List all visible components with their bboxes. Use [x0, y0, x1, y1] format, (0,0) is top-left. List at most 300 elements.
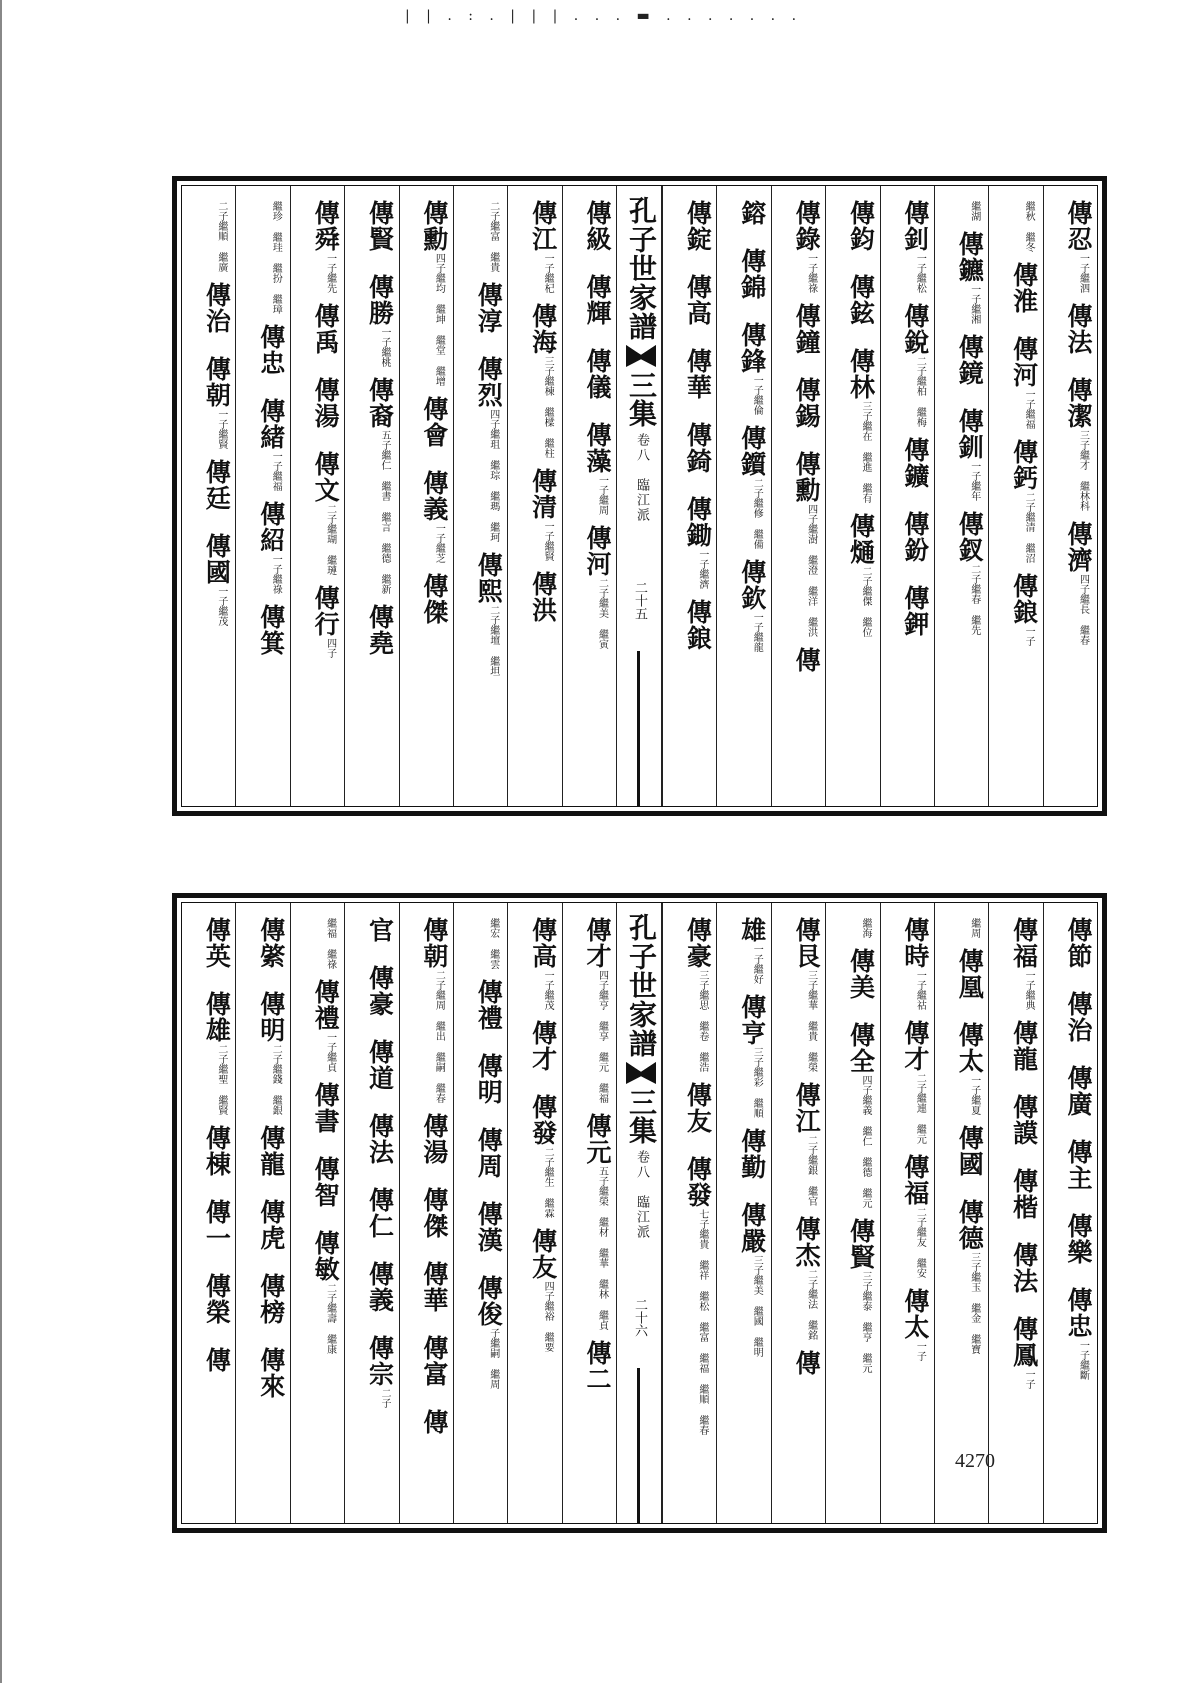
genealogy-entry: [528, 917, 558, 1020]
person-name: 傳美: [846, 948, 876, 1000]
genealogy-entry: [792, 303, 822, 377]
descendant-note: 二子繼連 繼元: [914, 1073, 926, 1144]
person-name: 傳淳: [474, 282, 504, 334]
person-name: 傳國: [202, 533, 232, 585]
genealogy-entry: [583, 525, 612, 659]
person-name: 傳鉀: [900, 585, 930, 637]
genealogy-entry: [365, 1335, 395, 1418]
series-label: 三集: [625, 1088, 658, 1144]
descendant-note: 二子繼清 繼沼: [1023, 492, 1035, 563]
genealogy-entry: [737, 322, 767, 425]
descendant-note: 一子繼夏: [968, 1075, 980, 1115]
genealogy-entry: [683, 200, 713, 274]
text-column: [344, 903, 398, 1523]
descendant-note: 二子繼生 繼霖: [542, 1147, 554, 1218]
descendant-note: 一子繼賢: [215, 409, 227, 449]
person-name: 傳義: [419, 470, 449, 522]
genealogy-entry: [1009, 1316, 1039, 1399]
person-name: 傳發: [683, 1156, 713, 1208]
descendant-note: 一子繼福: [1023, 389, 1035, 429]
person-name: 傳鳳: [1009, 1316, 1039, 1368]
person-name: 傳雄: [202, 991, 232, 1043]
person-name: 傳忍: [1064, 200, 1093, 252]
genealogy-entry: [683, 917, 713, 1082]
genealogy-entry: [683, 274, 713, 348]
person-name: 傳箕: [256, 604, 286, 656]
descendant-note: 一子繼賢: [542, 521, 554, 561]
genealogy-entry: [311, 1230, 341, 1364]
person-name: 傳二: [583, 1340, 612, 1392]
person-name: 傳明: [474, 1053, 504, 1105]
genealogy-entry: [1064, 1213, 1093, 1287]
descendant-note: 一子繼茂: [542, 970, 554, 1010]
genealogy-entry: [419, 396, 449, 470]
genealogy-entry: [419, 1113, 449, 1187]
descendant-note: 一子繼泗: [1077, 253, 1089, 293]
descendant-note: 一子繼桃: [379, 327, 390, 367]
genealogy-entry: [737, 200, 767, 248]
scan-edge-line: [0, 0, 2, 1683]
genealogy-entry: [365, 274, 395, 377]
genealogy-entry: [202, 1199, 232, 1273]
person-name: 傳: [792, 1350, 822, 1376]
genealogy-entry: [1009, 1094, 1039, 1168]
person-name: 傳清: [528, 468, 558, 520]
descendant-note: 四子繼亨 繼享 繼元 繼福: [596, 970, 608, 1103]
person-name: 傳湯: [311, 377, 341, 429]
genealogy-entry: [262, 200, 281, 324]
text-column: [934, 186, 988, 806]
genealogy-entry: [846, 948, 876, 1022]
genealogy-entry: [311, 377, 341, 451]
person-name: 傳湯: [419, 1113, 449, 1165]
series-label: 三集: [625, 371, 658, 427]
margin-rule: [637, 651, 640, 806]
descendant-note: 一子繼龍: [751, 612, 763, 652]
genealogy-entry: [202, 991, 232, 1125]
genealogy-entry: [955, 511, 985, 645]
genealogy-entry: [792, 1350, 822, 1398]
descendant-note: 二子繼壇 繼坦: [487, 605, 499, 676]
person-name: 傳華: [683, 348, 713, 400]
descendant-note: 三子繼才 繼林科: [1077, 430, 1089, 511]
person-name: 傳英: [202, 917, 232, 969]
person-name: 傳: [419, 1409, 449, 1435]
descendant-note: 繼宏 繼雲: [487, 918, 499, 969]
genealogy-entry: [1064, 1065, 1093, 1139]
descendant-note: 五子繼榮 繼材 繼華 繼林 繼貞: [596, 1166, 608, 1330]
person-name: 傳欽: [737, 559, 767, 611]
genealogy-entry: [419, 1261, 449, 1335]
descendant-note: 二子繼法 繼銘: [805, 1269, 817, 1340]
person-name: 傳凰: [955, 948, 985, 1000]
genealogy-entry: [792, 377, 822, 451]
genealogy-entry: [1064, 1139, 1093, 1213]
descendant-note: 四子繼均 繼坤 繼堂 繼增: [433, 253, 445, 386]
person-name: 傳舜: [311, 200, 341, 252]
top-scan-strip: | | . : . | | | . . . ▬ . . . . . . .: [405, 8, 803, 24]
person-name: 傳朝: [419, 917, 449, 969]
person-name: 傳高: [528, 917, 558, 969]
genealogy-entry: [256, 1125, 286, 1199]
person-name: 傳錄: [792, 200, 822, 252]
genealogy-entry: [583, 422, 612, 525]
person-name: 傳俊: [474, 1275, 504, 1327]
text-column: [988, 186, 1042, 806]
descendant-note: 四子: [324, 638, 336, 658]
person-name: 傳級: [583, 200, 612, 252]
genealogy-entry: [960, 917, 979, 948]
descendant-note: 繼海: [860, 918, 871, 938]
text-column: [235, 903, 289, 1523]
person-name: 傳行: [311, 585, 341, 637]
genealogy-entry: [474, 979, 504, 1053]
descendant-note: 一子繼貞: [324, 1032, 336, 1072]
genealogy-entry: [419, 1187, 449, 1261]
genealogy-entry: [365, 377, 395, 604]
margin-rule: [637, 1368, 640, 1523]
genealogy-entry: [683, 496, 713, 599]
genealogy-entry: [1064, 521, 1093, 655]
person-name: 傳錫: [792, 377, 822, 429]
descendant-note: 繼福 繼祿: [324, 918, 336, 969]
column-container: [182, 186, 1097, 806]
genealogy-entry: [955, 408, 985, 511]
person-name: 傳林: [846, 348, 876, 400]
genealogy-entry: [311, 1082, 341, 1156]
person-name: 傳朝: [202, 356, 232, 408]
genealogy-entry: [256, 1347, 286, 1421]
genealogy-entry: [583, 274, 612, 348]
descendant-note: 一子繼湘: [968, 284, 980, 324]
person-name: 傳廣: [1064, 1065, 1093, 1117]
person-name: 傳書: [311, 1082, 341, 1134]
genealogy-entry: [852, 917, 871, 948]
person-name: 傳鋃: [683, 599, 713, 651]
person-name: 傳勤: [737, 1128, 767, 1180]
person-name: 傳輝: [583, 274, 612, 326]
text-column: [1043, 186, 1097, 806]
person-name: 傳淮: [1009, 262, 1039, 314]
descendant-note: 四子繼義 繼仁 繼德 繼元: [860, 1075, 871, 1208]
genealogy-entry: [846, 200, 876, 274]
genealogy-entry: [419, 200, 449, 396]
descendant-note: 七子繼貴 繼祥 繼松 繼富 繼福 繼順 繼春: [696, 1209, 708, 1435]
person-name: 傳德: [955, 1199, 985, 1251]
genealogy-entry: [900, 1020, 930, 1154]
genealogy-entry: [528, 571, 558, 645]
person-name: 傳鈖: [900, 511, 930, 563]
person-name: 傳綮: [256, 917, 286, 969]
descendant-note: 繼珍 繼珪 繼扮 繼璋: [270, 201, 282, 314]
person-name: 傳太: [900, 1288, 930, 1340]
text-column: [453, 903, 507, 1523]
genealogy-entry: [683, 422, 713, 496]
genealogy-entry: [955, 1022, 985, 1125]
person-name: 傳節: [1064, 917, 1093, 969]
person-name: 傳鋃: [1009, 573, 1039, 625]
genealogy-entry: [846, 1218, 876, 1383]
person-name: 傳釧: [955, 408, 985, 460]
person-name: 傳忠: [256, 324, 286, 376]
person-name: 傳榮: [202, 1273, 232, 1325]
genealogy-entry: [365, 917, 395, 965]
person-name: 傳才: [528, 1020, 558, 1072]
genealogy-entry: [683, 348, 713, 422]
text-column: [507, 186, 561, 806]
page-number: 二十五: [632, 581, 647, 620]
descendant-note: 二子繼富 繼貴: [487, 201, 499, 272]
person-name: 傳豪: [683, 917, 713, 969]
genealogy-entry: [311, 451, 341, 585]
descendant-note: 一子繼年: [968, 461, 980, 501]
person-name: 傳會: [419, 396, 449, 448]
person-name: 傳傑: [419, 1187, 449, 1239]
person-name: 傳賢: [846, 1218, 876, 1270]
descendant-note: 二子繼錢 繼銀: [270, 1044, 282, 1115]
text-column: [507, 903, 561, 1523]
descendant-note: 一子繼倫: [751, 375, 763, 415]
person-name: 傳賢: [365, 200, 395, 252]
genealogy-entry: [256, 604, 286, 678]
person-name: 傳道: [365, 1039, 395, 1091]
person-name: 傳裔: [365, 377, 395, 429]
genealogy-entry: [846, 348, 876, 513]
descendant-note: 一子繼好: [751, 944, 763, 984]
text-column: [344, 186, 398, 806]
descendant-note: 一子繼祜: [914, 970, 926, 1010]
descendant-note: 一子繼松: [914, 253, 926, 293]
person-name: 傳虎: [256, 1199, 286, 1251]
person-name: 傳鋒: [737, 322, 767, 374]
genealogy-entry: [311, 200, 341, 303]
genealogy-entry: [1064, 200, 1093, 303]
text-column: [453, 186, 507, 806]
person-name: 傳治: [1064, 991, 1093, 1043]
text-column: [716, 186, 770, 806]
genealogy-entry: [683, 599, 713, 673]
genealogy-entry: [1064, 377, 1093, 521]
person-name: 傳錦: [737, 248, 767, 300]
genealogy-entry: [256, 1199, 286, 1273]
person-name: 傳主: [1064, 1139, 1093, 1191]
descendant-note: 三子繼美 繼國 繼明: [751, 1255, 763, 1357]
text-column: [988, 903, 1042, 1523]
person-name: 傳鐘: [792, 303, 822, 355]
person-name: 傳仁: [365, 1187, 395, 1239]
fish-tail-mark: [626, 1062, 656, 1084]
genealogy-entry: [1009, 1242, 1039, 1316]
genealogy-entry: [955, 231, 985, 334]
folio-number: 4270: [955, 1450, 995, 1472]
person-name: 傳才: [583, 917, 612, 969]
text-column: [562, 903, 616, 1523]
descendant-note: 四子繼長 繼春: [1077, 574, 1089, 645]
descendant-note: 子繼嗣 繼周: [487, 1328, 499, 1389]
genealogy-entry: [737, 1202, 767, 1367]
person-name: 傳洪: [528, 571, 558, 623]
descendant-note: 一子繼芝: [433, 523, 445, 563]
descendant-note: 二子繼周 繼出 繼嗣 繼春: [433, 970, 445, 1103]
genealogy-entry: [900, 511, 930, 585]
person-name: 傳鈣: [1009, 439, 1039, 491]
descendant-note: 繼秋 繼冬: [1023, 201, 1035, 252]
person-name: 雄: [737, 917, 767, 943]
person-name: 傳禮: [311, 979, 341, 1031]
genealogy-entry: [311, 585, 341, 668]
descendant-note: 二子繼修 繼備: [751, 478, 763, 549]
text-column: [825, 186, 879, 806]
descendant-note: 一子繼杞: [542, 253, 554, 293]
person-name: 傳江: [792, 1082, 822, 1134]
person-name: 官: [365, 917, 395, 943]
genealogy-entry: [474, 552, 504, 686]
descendant-note: 三子繼思 繼卷 繼浩: [696, 970, 708, 1072]
genealogy-entry: [792, 1216, 822, 1350]
genealogy-entry: [846, 274, 876, 348]
genealogy-entry: [737, 994, 767, 1128]
person-name: 傳友: [528, 1228, 558, 1280]
descendant-note: 一子: [1023, 626, 1035, 646]
genealogy-entry: [1064, 303, 1093, 377]
descendant-note: 二子繼瑚 繼璉: [324, 504, 336, 575]
descendant-note: 一子繼祿: [270, 554, 282, 594]
descendant-note: 三子繼華 繼貴 繼榮: [805, 970, 817, 1072]
text-column: [235, 186, 289, 806]
descendant-note: 一子繼斷: [1077, 1340, 1089, 1380]
descendant-note: 繼周: [968, 918, 980, 938]
genealogy-entry: [202, 917, 232, 991]
genealogy-entry: [683, 1082, 713, 1156]
genealogy-entry: [1015, 200, 1034, 262]
person-name: 傳廷: [202, 459, 232, 511]
genealogy-entry: [737, 1128, 767, 1202]
descendant-note: 二子繼友 繼安: [914, 1207, 926, 1278]
person-name: 傳治: [202, 282, 232, 334]
genealogy-entry: [792, 1082, 822, 1216]
person-name: 傳銳: [900, 303, 930, 355]
text-column: [182, 186, 235, 806]
text-column: [934, 903, 988, 1523]
person-name: 傳樂: [1064, 1213, 1093, 1265]
genealogy-entry: [1009, 336, 1039, 439]
descendant-note: 三子繼棟 繼樑 繼柱: [542, 356, 554, 458]
person-name: 傳釗: [900, 200, 930, 252]
person-name: 傳杰: [792, 1216, 822, 1268]
descendant-note: 一子繼先: [324, 253, 336, 293]
genealogy-entry: [256, 991, 286, 1125]
genealogy-entry: [474, 1275, 504, 1399]
text-column: [1043, 903, 1097, 1523]
text-column: [290, 903, 344, 1523]
genealogy-entry: [474, 1127, 504, 1201]
text-column: [399, 903, 453, 1523]
person-name: 傳宗: [365, 1335, 395, 1387]
person-name: 傳鑕: [737, 425, 767, 477]
descendant-note: 繼湖: [968, 201, 980, 221]
person-name: 傳亨: [737, 994, 767, 1046]
genealogy-entry: [311, 303, 341, 377]
genealogy-entry: [474, 1201, 504, 1275]
book-title: 孔子世家譜: [625, 196, 658, 341]
genealogy-entry: [365, 1113, 395, 1187]
volume-label: 卷八 臨江派: [634, 1150, 649, 1240]
descendant-note: 三子繼泰 繼亨 繼元: [860, 1271, 871, 1373]
genealogy-entry: [737, 425, 767, 559]
genealogy-entry: [202, 533, 232, 636]
text-column: [771, 186, 825, 806]
center-title-column: [616, 186, 662, 806]
descendant-note: 一子繼福: [270, 451, 282, 491]
genealogy-entry: [474, 1053, 504, 1127]
genealogy-entry: [419, 470, 449, 573]
genealogy-entry: [846, 513, 876, 647]
genealogy-entry: [900, 1288, 930, 1371]
descendant-note: 二子繼春 繼先: [968, 564, 980, 635]
text-column: [880, 186, 934, 806]
text-column: [290, 186, 344, 806]
genealogy-entry: [528, 1228, 558, 1362]
person-name: 傳全: [846, 1022, 876, 1074]
person-name: 傳法: [1009, 1242, 1039, 1294]
person-name: 傳榜: [256, 1273, 286, 1325]
genealogy-entry: [256, 1273, 286, 1347]
genealogy-entry: [955, 948, 985, 1022]
genealogy-entry: [683, 1156, 713, 1445]
person-name: 傳來: [256, 1347, 286, 1399]
person-name: 傳太: [955, 1022, 985, 1074]
genealogy-entry: [583, 348, 612, 422]
person-name: 傳濟: [1064, 521, 1093, 573]
volume-label: 卷八 臨江派: [634, 433, 649, 523]
descendant-note: 二子繼順 繼廣: [215, 201, 227, 272]
person-name: 傳嚴: [737, 1202, 767, 1254]
page-number: 二十六: [632, 1298, 647, 1337]
person-name: 傳明: [256, 991, 286, 1043]
genealogy-entry: [256, 917, 286, 991]
descendant-note: 二子: [379, 1388, 390, 1408]
person-name: 傳謨: [1009, 1094, 1039, 1146]
person-name: 傳江: [528, 200, 558, 252]
descendant-note: 一子繼茂: [215, 586, 227, 626]
person-name: 傳友: [683, 1082, 713, 1134]
center-title-column: [616, 903, 662, 1523]
person-name: 傳法: [365, 1113, 395, 1165]
person-name: 傳紹: [256, 501, 286, 553]
person-name: 傳禹: [311, 303, 341, 355]
genealogy-entry: [955, 1199, 985, 1364]
genealogy-entry: [1009, 917, 1039, 1020]
person-name: 傳一: [202, 1199, 232, 1251]
descendant-note: 二子繼柏 繼梅: [914, 356, 926, 427]
person-name: 傳鏡: [955, 334, 985, 386]
genealogy-entry: [365, 965, 395, 1039]
text-column: [716, 903, 770, 1523]
person-name: 傳棟: [202, 1125, 232, 1177]
person-name: 傳周: [474, 1127, 504, 1179]
person-name: 傳勳: [792, 451, 822, 503]
person-name: 傳國: [955, 1125, 985, 1177]
person-name: 傳元: [583, 1113, 612, 1165]
person-name: 鎔: [737, 200, 767, 226]
descendant-note: 三子繼玉 繼金 繼寶: [968, 1252, 980, 1354]
person-name: 傳儀: [583, 348, 612, 400]
person-name: 傳豪: [365, 965, 395, 1017]
person-name: 傳錡: [683, 422, 713, 474]
genealogy-entry: [528, 1094, 558, 1228]
genealogy-entry: [737, 559, 767, 662]
descendant-note: 一子: [914, 1341, 926, 1361]
